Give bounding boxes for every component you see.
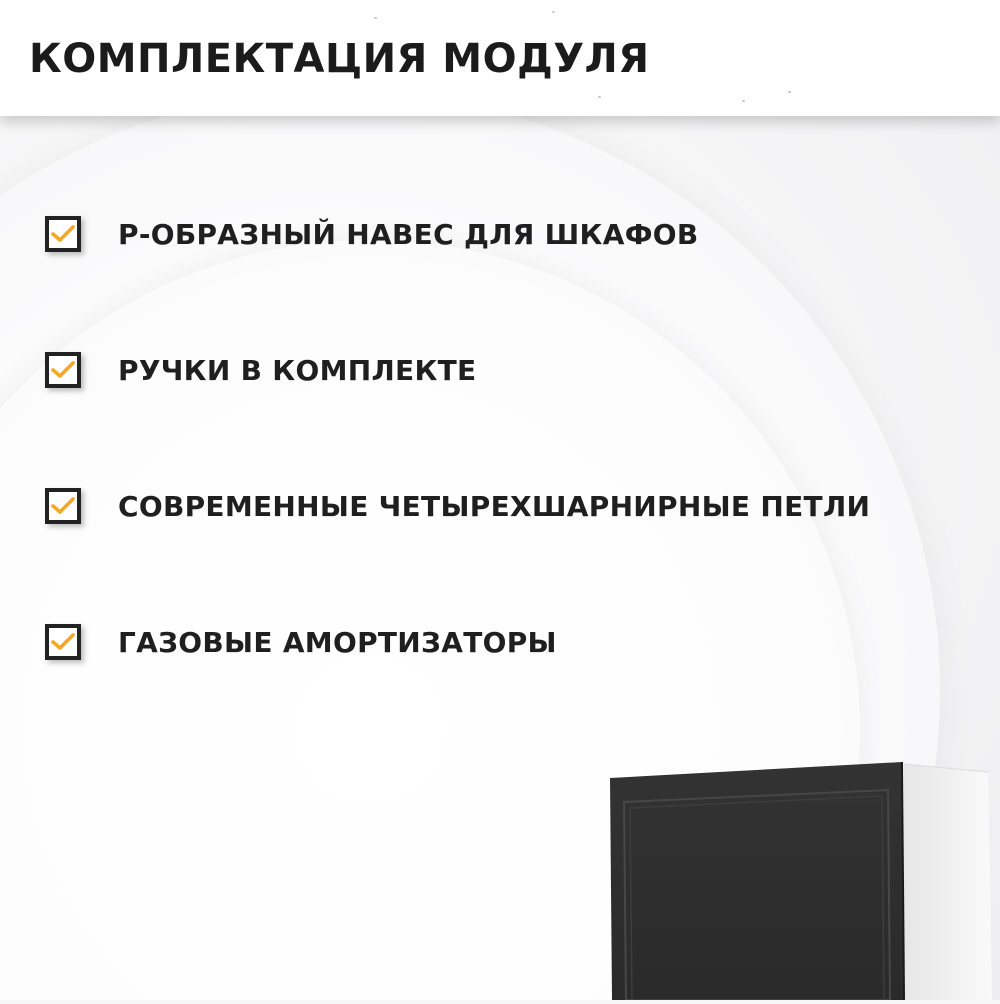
list-item-label: ГАЗОВЫЕ АМОРТИЗАТОРЫ — [118, 625, 557, 659]
header-speck — [742, 100, 745, 102]
checkbox-checked-icon — [45, 488, 81, 524]
checkbox-checked-icon — [45, 624, 81, 660]
header-banner — [0, 0, 1000, 116]
list-item — [45, 348, 476, 392]
list-item-label: РУЧКИ В КОМПЛЕКТЕ — [118, 353, 477, 387]
cabinet-module-image — [600, 762, 1000, 1000]
list-item-label: Р-ОБРАЗНЫЙ НАВЕС ДЛЯ ШКАФОВ — [118, 217, 699, 251]
checkbox-checked-icon — [45, 216, 81, 252]
checkbox-checked-icon — [45, 352, 81, 388]
page-title: КОМПЛЕКТАЦИЯ МОДУЛЯ — [29, 36, 650, 82]
list-item-label: СОВРЕМЕННЫЕ ЧЕТЫРЕХШАРНИРНЫЕ ПЕТЛИ — [118, 489, 871, 523]
list-item — [45, 212, 699, 256]
header-speck — [374, 17, 377, 19]
list-item — [45, 620, 557, 664]
header-speck — [788, 91, 791, 93]
list-item — [45, 484, 870, 528]
header-speck — [598, 96, 601, 98]
header-speck — [552, 11, 555, 13]
